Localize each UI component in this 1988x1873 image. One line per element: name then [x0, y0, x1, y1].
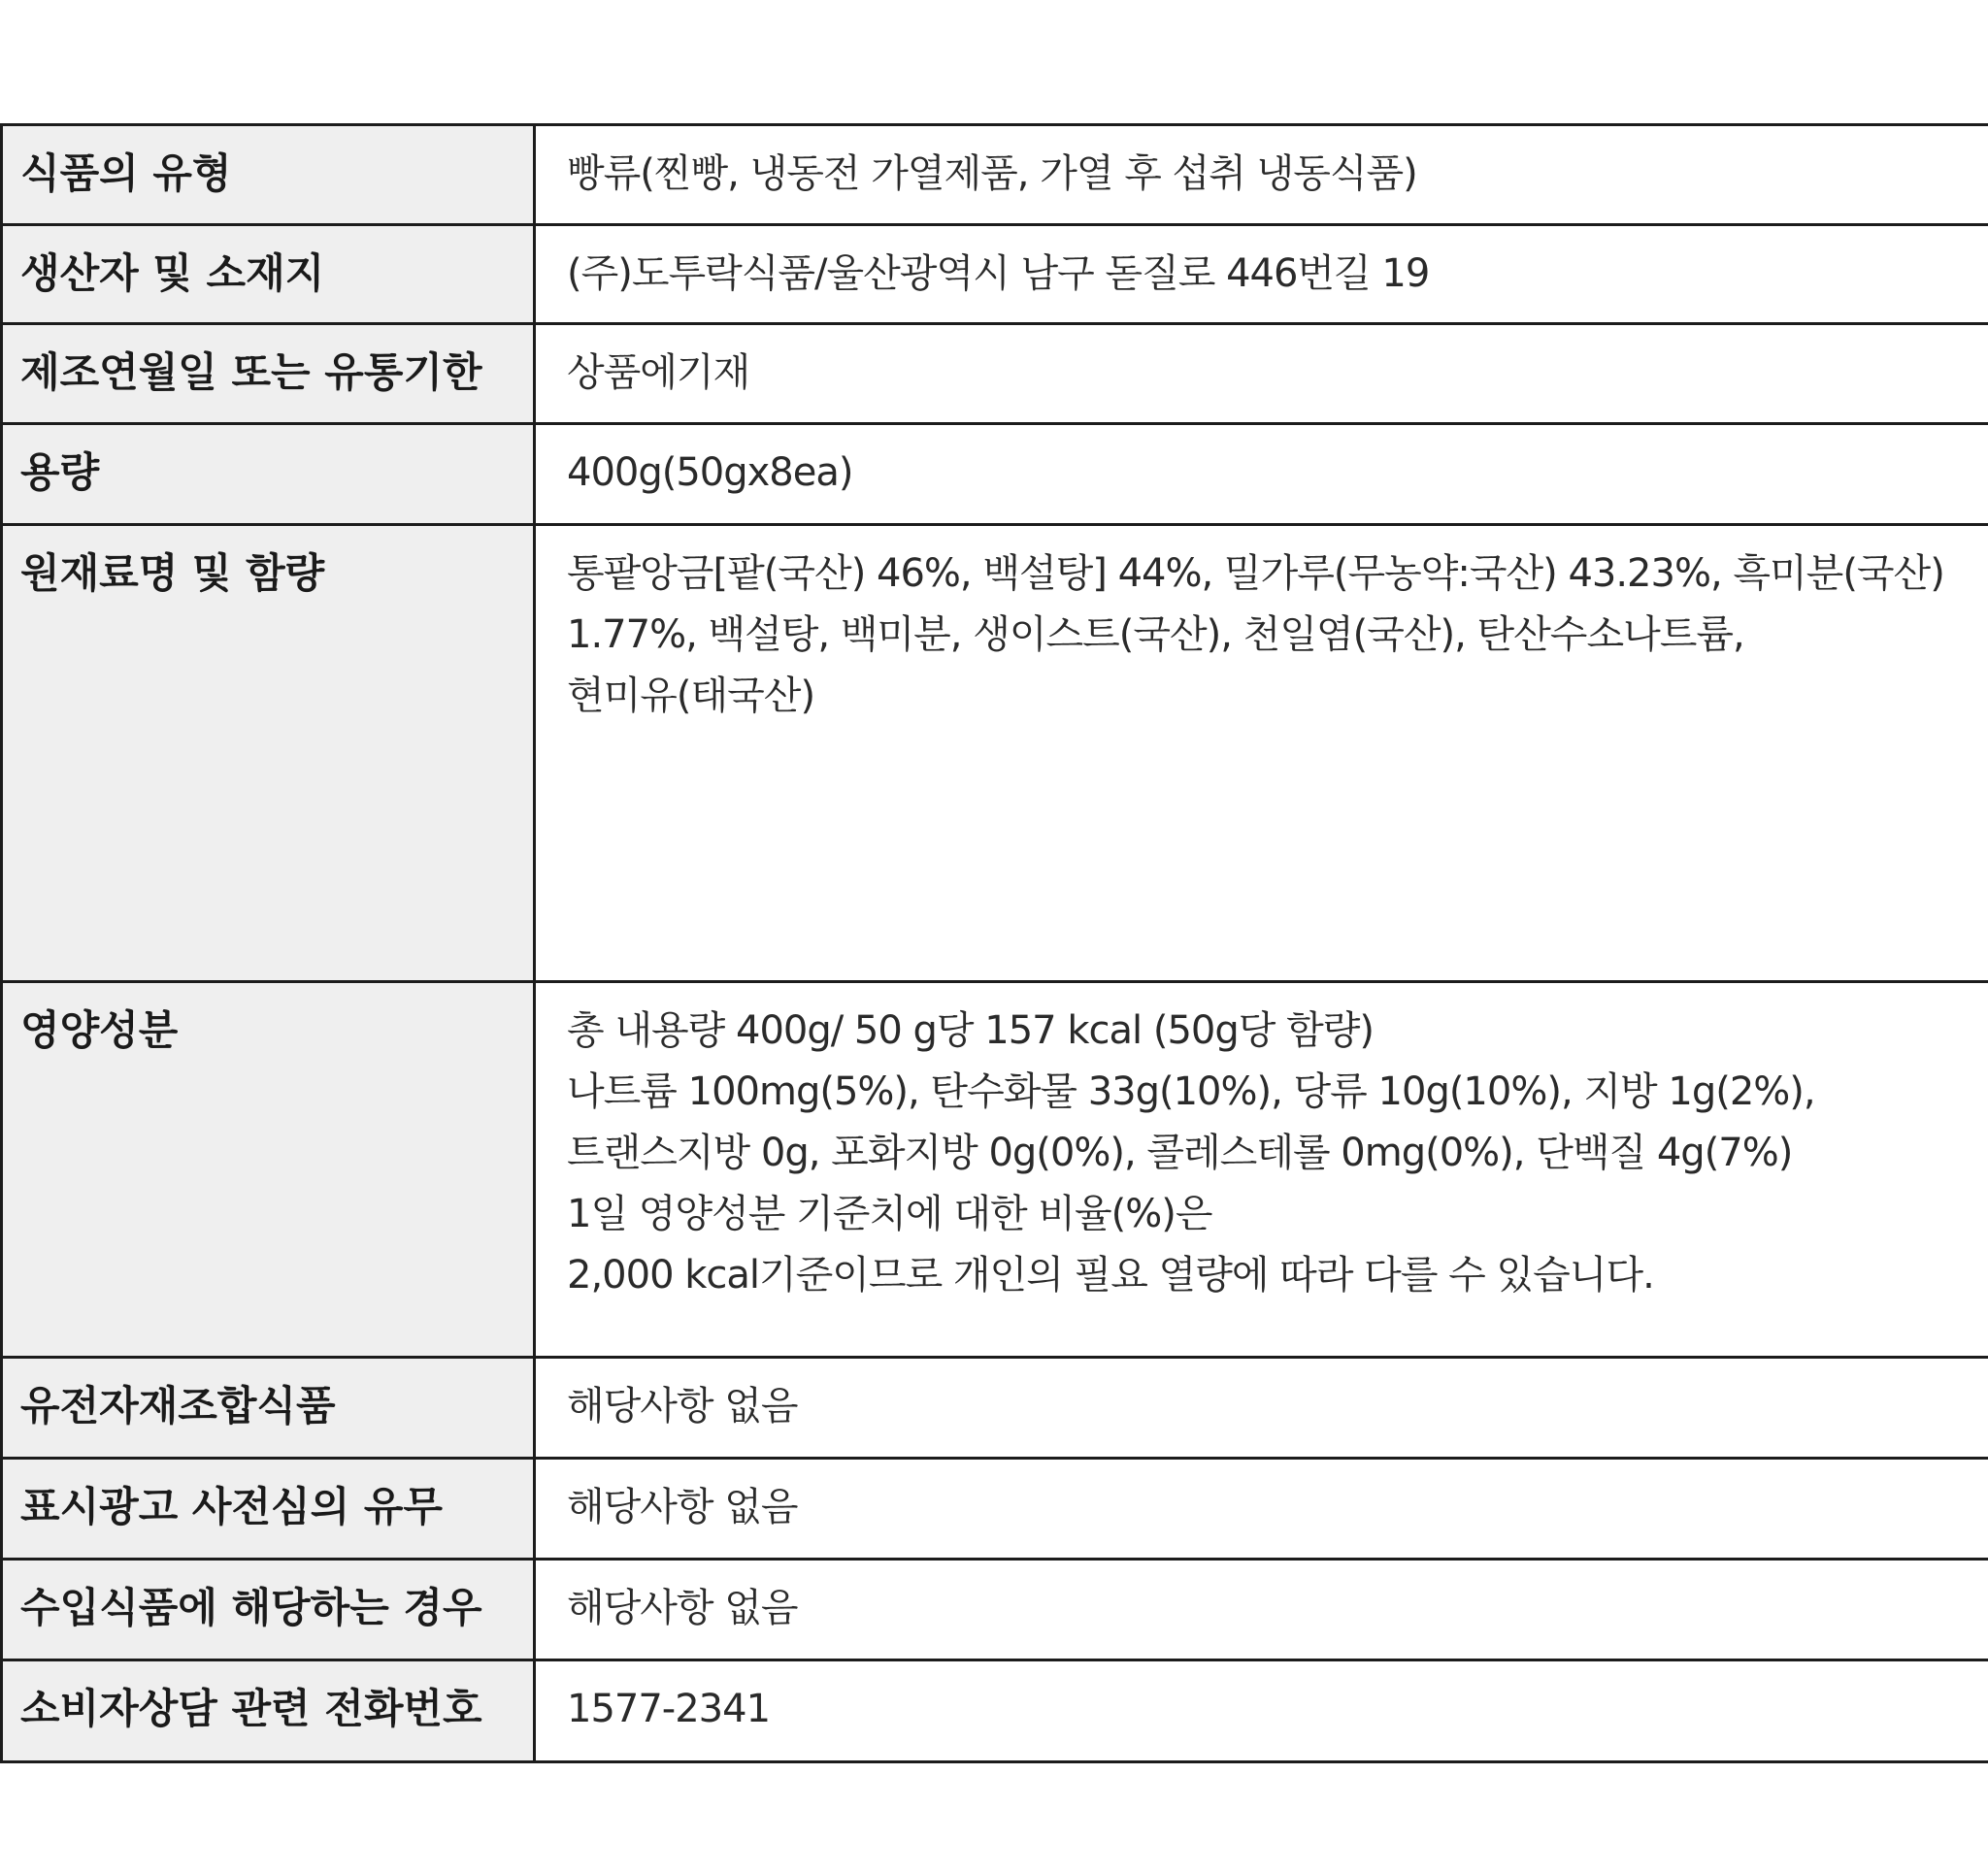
value-line: 1일 영양성분 기준치에 대한 비율(%)은 [567, 1192, 1212, 1236]
table-row-producer [3, 226, 1988, 325]
row-label: 유전자재조합식품 [3, 1359, 536, 1457]
table-row-expiry [3, 325, 1988, 425]
value-line: 나트륨 100mg(5%), 탄수화물 33g(10%), 당류 10g(10%), 지방 1g(2%), [567, 1069, 1815, 1114]
row-value [536, 425, 1988, 523]
value-line: 해당사항 없음 [567, 1384, 798, 1429]
value-line: 상품에기재 [567, 350, 750, 395]
row-value [536, 1561, 1988, 1659]
table-row-capacity [3, 425, 1988, 526]
value-line: 해당사항 없음 [567, 1485, 798, 1529]
row-label: 원재료명 및 함량 [3, 526, 536, 980]
value-line: 2,000 kcal기준이므로 개인의 필요 열량에 따라 다를 수 있습니다. [567, 1253, 1654, 1298]
table-row-imported [3, 1561, 1988, 1661]
row-value [536, 1460, 1988, 1558]
row-value [536, 1661, 1988, 1760]
value-line: 총 내용량 400g/ 50 g당 157 kcal (50g당 함량) [567, 1008, 1374, 1053]
row-label: 생산자 및 소재지 [3, 226, 536, 322]
value-line: 1577-2341 [567, 1687, 771, 1731]
row-value [536, 126, 1988, 223]
value-line: (주)도투락식품/울산광역시 남구 돋질로 446번길 19 [567, 251, 1430, 296]
row-label: 영양성분 [3, 983, 536, 1356]
row-label: 용량 [3, 425, 536, 523]
row-label: 표시광고 사전심의 유무 [3, 1460, 536, 1558]
row-label: 제조연월일 또는 유통기한 [3, 325, 536, 422]
value-line: 해당사항 없음 [567, 1586, 798, 1630]
value-line: 400g(50gx8ea) [567, 450, 853, 495]
value-line: 트랜스지방 0g, 포화지방 0g(0%), 콜레스테롤 0mg(0%), 단백질 4g(7%) [567, 1131, 1793, 1175]
row-value [536, 325, 1988, 422]
table-row-phone [3, 1661, 1988, 1760]
product-info-table [0, 123, 1988, 1763]
value-line: 빵류(찐빵, 냉동전 가열제품, 가열 후 섭취 냉동식품) [567, 151, 1417, 196]
row-label: 소비자상담 관련 전화번호 [3, 1661, 536, 1760]
row-value [536, 526, 1988, 980]
value-line: 1.77%, 백설탕, 백미분, 생이스트(국산), 천일염(국산), 탄산수소나트륨, [567, 612, 1744, 657]
table-row-ingredients [3, 526, 1988, 983]
row-value [536, 1359, 1988, 1457]
table-row-food-type [3, 126, 1988, 226]
row-label: 수입식품에 해당하는 경우 [3, 1561, 536, 1659]
row-value [536, 983, 1988, 1356]
table-row-ad-review [3, 1460, 1988, 1561]
table-row-nutrition [3, 983, 1988, 1359]
value-line: 통팥앙금[팥(국산) 46%, 백설탕] 44%, 밀가루(무농약:국산) 43.23%, 흑미분(국산) [567, 551, 1944, 596]
row-value [536, 226, 1988, 322]
table-row-gmo [3, 1359, 1988, 1460]
row-label: 식품의 유형 [3, 126, 536, 223]
value-line: 현미유(태국산) [567, 674, 815, 718]
